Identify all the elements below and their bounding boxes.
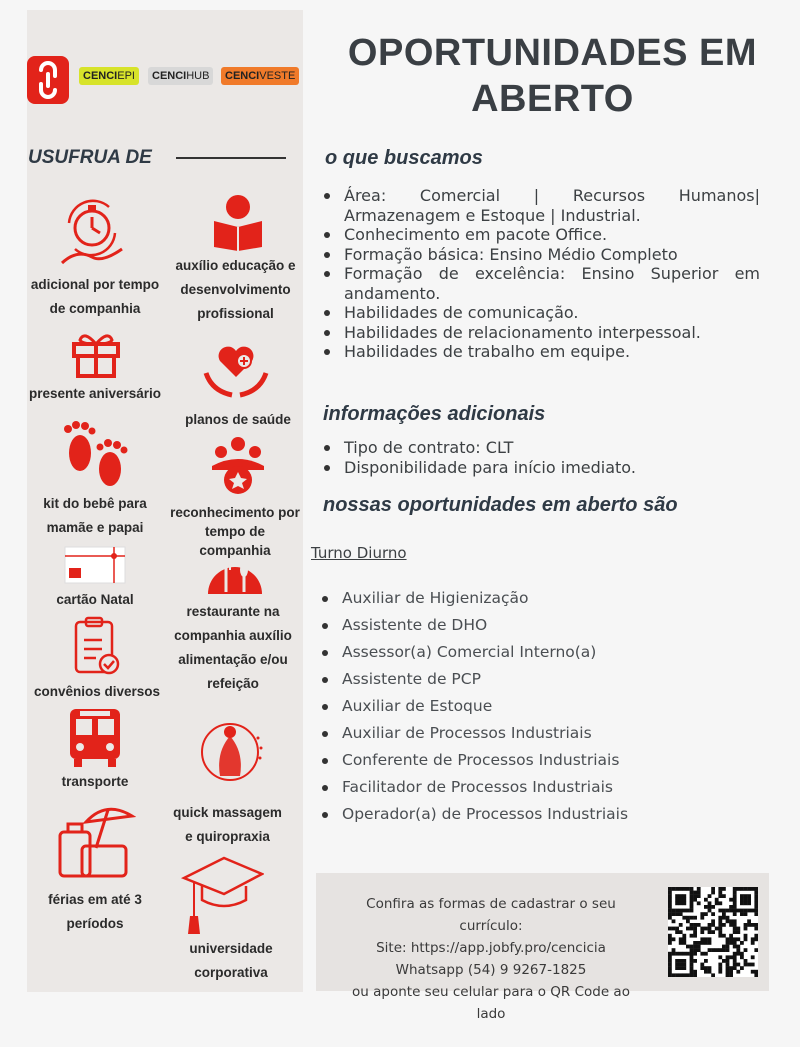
clock-hand-icon — [57, 193, 127, 277]
graduation-cap-icon — [180, 852, 264, 942]
recognition-medal-icon — [208, 434, 268, 502]
benefits-heading: USUFRUA DE — [28, 147, 152, 168]
list-item: Conferente de Processos Industriais — [318, 747, 758, 774]
list-item: Auxiliar de Estoque — [318, 693, 758, 720]
apply-box — [316, 873, 769, 1022]
requirements-list — [320, 186, 760, 362]
brand-cenci-epi: CENCIEPI — [79, 67, 139, 85]
massage-back-icon — [196, 716, 268, 798]
apply-line: Confira as formas de cadastrar o seu currículo: — [366, 896, 616, 934]
list-item: Auxiliar de Processos Industriais — [318, 720, 758, 747]
christmas-card-icon — [64, 546, 126, 588]
page-title: OPORTUNIDADES EM ABERTO — [347, 32, 758, 120]
openings-list — [318, 585, 758, 828]
apply-line: ou aponte seu celular para o QR Code ao lado — [352, 984, 630, 1022]
apply-whatsapp[interactable]: Whatsapp (54) 9 9267-1825 — [395, 962, 587, 978]
shift-label: Turno Diurno — [311, 544, 407, 562]
apply-instructions — [336, 893, 646, 1025]
benefit-label: transporte — [61, 774, 129, 789]
cenci-logo-icon — [27, 56, 69, 104]
benefit-label: férias em até 3 períodos — [48, 892, 142, 931]
benefit-label: restaurante na companhia auxílio alimentação e/ou refeição — [174, 604, 292, 691]
benefit-label: universidade corporativa — [189, 941, 273, 980]
list-item: Habilidades de relacionamento interpessoal. — [320, 323, 760, 343]
benefit-label: auxílio educação e desenvolvimento profissional — [175, 258, 296, 321]
gift-icon — [70, 328, 122, 384]
requirements-heading: o que buscamos — [325, 147, 483, 169]
list-item: Formação de excelência: Ensino Superior em andamento. — [320, 264, 760, 303]
list-item: Assistente de PCP — [318, 666, 758, 693]
list-item: Operador(a) de Processos Industriais — [318, 801, 758, 828]
list-item: Facilitador de Processos Industriais — [318, 774, 758, 801]
list-item: Tipo de contrato: CLT — [320, 438, 760, 458]
list-item: Disponibilidade para início imediato. — [320, 458, 760, 478]
list-item: Área: Comercial | Recursos Humanos| Armazenagem e Estoque | Industrial. — [320, 186, 760, 225]
list-item: Assessor(a) Comercial Interno(a) — [318, 639, 758, 666]
list-item: Habilidades de comunicação. — [320, 303, 760, 323]
benefit-label: cartão Natal — [56, 592, 134, 607]
openings-heading: nossas oportunidades em aberto são — [323, 494, 678, 516]
brand-cenci-veste: CENCIVESTE — [221, 67, 299, 85]
info-heading: informações adicionais — [323, 403, 546, 425]
benefit-label: reconhecimento por tempo de companhia — [170, 505, 300, 558]
health-hands-icon — [202, 333, 270, 405]
checklist-icon — [72, 616, 122, 682]
baby-feet-icon — [58, 415, 133, 494]
heading-divider — [176, 157, 286, 159]
benefit-label: convênios diversos — [33, 684, 161, 699]
info-list — [320, 438, 760, 477]
benefit-label: kit do bebê para mamãe e papai — [43, 496, 147, 535]
list-item: Assistente de DHO — [318, 612, 758, 639]
restaurant-icon — [204, 548, 266, 598]
apply-site-link[interactable]: Site: https://app.jobfy.pro/cencicia — [376, 940, 606, 956]
vacation-luggage-icon — [56, 798, 136, 886]
reading-person-icon — [210, 193, 266, 255]
qr-code-icon[interactable] — [668, 887, 758, 977]
list-item: Formação básica: Ensino Médio Completo — [320, 245, 760, 265]
benefit-label: adicional por tempo de companhia — [30, 277, 160, 316]
benefit-label: planos de saúde — [185, 412, 291, 427]
benefit-label: quick massagem e quiropraxia — [173, 805, 282, 844]
bus-icon — [66, 707, 124, 773]
list-item: Conhecimento em pacote Office. — [320, 225, 760, 245]
list-item: Habilidades de trabalho em equipe. — [320, 342, 760, 362]
benefit-label: presente aniversário — [28, 386, 162, 401]
brand-cenci-hub: CENCIHUB — [148, 67, 213, 85]
list-item: Auxiliar de Higienização — [318, 585, 758, 612]
